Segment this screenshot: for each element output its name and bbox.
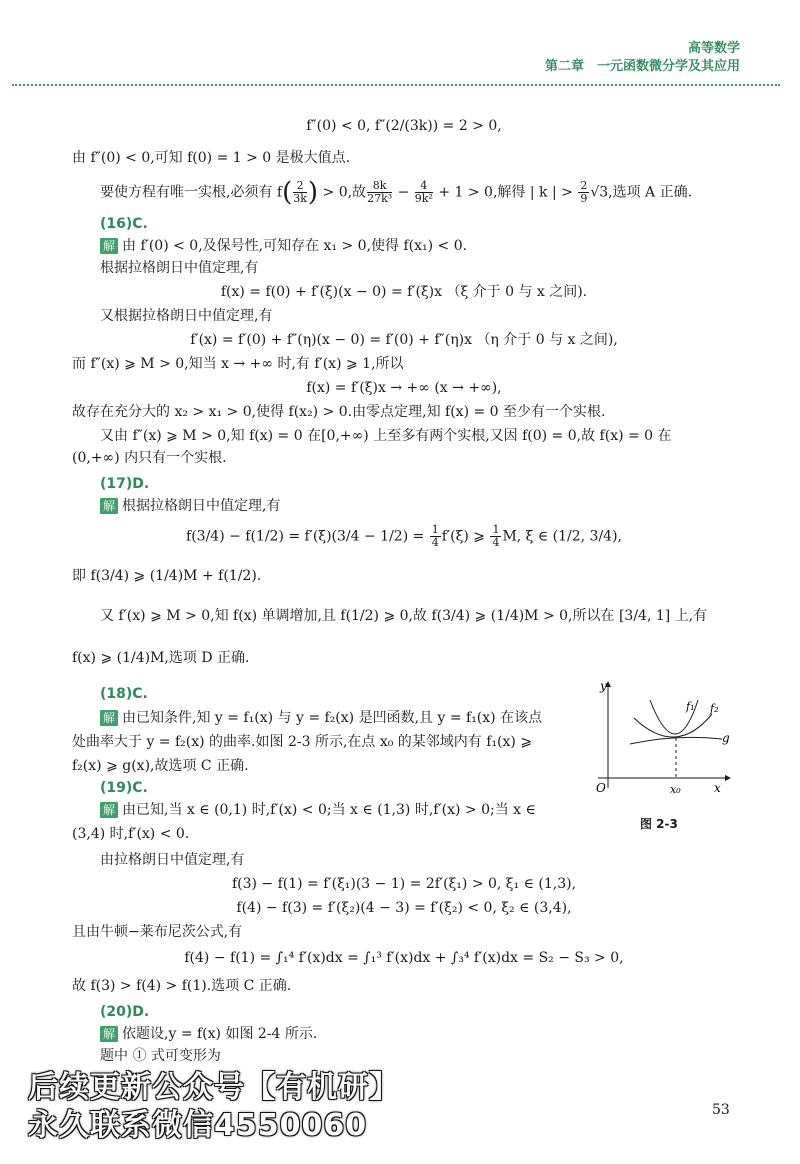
watermark-line-1: 后续更新公众号【有机研】	[28, 1070, 400, 1105]
page-number: 53	[712, 1102, 730, 1118]
g-label: g	[722, 731, 730, 745]
solution-badge: 解	[100, 802, 118, 818]
text-line: 解 根据拉格朗日中值定理,有	[100, 496, 280, 516]
text-line: 故 f(3) > f(4) > f(1).选项 C 正确.	[72, 978, 292, 994]
x0-label: x₀	[670, 783, 681, 796]
text-part: √3,选项 A 正确.	[590, 184, 693, 201]
fraction: $\frac{2}{9}$	[580, 179, 588, 205]
text-line: 解 由已知,当 x ∈ (0,1) 时,f′(x) < 0;当 x ∈ (1,3) 时,f′(x) > 0;当 x ∈	[100, 800, 536, 820]
solution-badge: 解	[100, 238, 118, 254]
text-line: 题中 ① 式可变形为	[100, 1048, 221, 1064]
text-line: 由 f″(0) < 0,可知 f(0) = 1 > 0 是极大值点.	[72, 150, 351, 166]
text-line: 故存在充分大的 x₂ > x₁ > 0,使得 f(x₂) > 0.由零点定理,知 f(x) = 0 至少有一个实根.	[72, 404, 606, 420]
formula-line: f(x) = f(0) + f′(ξ)(x − 0) = f′(ξ)x （ξ 介于 0 与 x 之间).	[220, 284, 588, 300]
text-line: (0,+∞) 内只有一个实根.	[72, 450, 227, 466]
text-line: 又 f′(x) ⩾ M > 0,知 f(x) 单调增加,且 f(1/2) ⩾ 0,故 f(3/4) ⩾ (1/4)M > 0,所以在 [3/4, 1] 上,有	[100, 608, 708, 624]
formula-line: f(3/4) − f(1/2) = f′(ξ)(3/4 − 1/2) = $\frac{1}{4}$ f′(ξ) ⩾ $\frac{1}{4}$ M, ξ ∈ (1/2, 3/4),	[186, 523, 622, 549]
text-line: (3,4) 时,f′(x) < 0.	[72, 826, 190, 842]
formula-line: f(3) − f(1) = f′(ξ₁)(3 − 1) = 2f′(ξ₁) > 0, ξ₁ ∈ (1,3),	[231, 876, 577, 892]
text-line: 根据拉格朗日中值定理,有	[100, 260, 259, 276]
text-line: 又根据拉格朗日中值定理,有	[100, 308, 273, 324]
text-line: 解 依题设,y = f(x) 如图 2-4 所示.	[100, 1024, 317, 1044]
solution-badge: 解	[100, 710, 118, 726]
text-line: 又由 f″(x) ⩾ M > 0,知 f(x) = 0 在[0,+∞) 上至多有两个实根,又因 f(0) = 0,故 f(x) = 0 在	[100, 428, 672, 444]
text-line: 且由牛顿−莱布尼茨公式,有	[72, 924, 243, 940]
formula-line: f″(0) < 0, f″(2/(3k)) = 2 > 0,	[306, 118, 502, 134]
fraction: $\frac{8k}{\text{27k³}}$	[367, 179, 393, 205]
text-line: f(x) ⩾ (1/4)M,选项 D 正确.	[72, 650, 250, 666]
origin-label: O	[596, 781, 606, 795]
formula-line: f(x) = f′(ξ)x → +∞ (x → +∞),	[306, 380, 502, 396]
text-part: > 0,故	[318, 184, 367, 201]
solution-badge: 解	[100, 1026, 118, 1042]
question-number: (16)C.	[100, 216, 148, 232]
solution-badge: 解	[100, 498, 118, 514]
text-line: 解 由 f′(0) < 0,及保号性,可知存在 x₁ > 0,使得 f(x₁) < 0.	[100, 236, 467, 256]
figure-2-3	[588, 676, 738, 826]
question-number: (17)D.	[100, 476, 150, 492]
f1-label: f₁	[686, 700, 695, 713]
watermark-line-2: 永久联系微信4550060	[28, 1108, 368, 1143]
text-line: 由拉格朗日中值定理,有	[100, 852, 245, 868]
formula-line: f′(x) = f′(0) + f″(η)(x − 0) = f′(0) + f″(η)x （η 介于 0 与 x 之间),	[190, 332, 618, 348]
header-divider	[12, 84, 780, 86]
text-line: 而 f″(x) ⩾ M > 0,知当 x → +∞ 时,有 f′(x) ⩾ 1,所以	[72, 356, 404, 372]
text-line: 要使方程有唯一实根,必须有 f( $\frac{2}{3k}$ ) > 0,故 $\frac{8k}{\text{27k³}}$ − $\frac{4}{\text{9k²}}$ + 1 > 0,解得 | k | > $\frac{2}{9}$ √3,选项 A 正确.	[100, 177, 693, 208]
chapter-title: 第二章 一元函数微分学及其应用	[544, 59, 740, 74]
axis-x-label: x	[714, 781, 721, 795]
formula-line: f(4) − f(3) = f′(ξ₂)(4 − 3) = f′(ξ₂) < 0, ξ₂ ∈ (3,4),	[236, 900, 572, 916]
text-line: 解 由已知条件,知 y = f₁(x) 与 y = f₂(x) 是凹函数,且 y = f₁(x) 在该点	[100, 708, 542, 728]
f2-label: f₂	[710, 702, 719, 715]
fraction: $\frac{2}{3k}$	[293, 179, 307, 205]
text-part: + 1 > 0,解得 | k | >	[433, 184, 578, 201]
figure-caption: 图 2-3	[640, 817, 678, 831]
question-number: (19)C.	[100, 780, 148, 796]
axis-y-label: y	[600, 679, 607, 693]
book-title: 高等数学	[687, 41, 740, 56]
text-line: f₂(x) ⩾ g(x),故选项 C 正确.	[72, 758, 249, 774]
text-line: 处曲率大于 y = f₂(x) 的曲率.如图 2-3 所示,在点 x₀ 的某邻域内有 f₁(x) ⩾	[72, 734, 533, 750]
text-part: 要使方程有唯一实根,必须有 f	[100, 184, 283, 201]
running-header	[545, 40, 740, 76]
text-line: 即 f(3/4) ⩾ (1/4)M + f(1/2).	[72, 568, 262, 584]
question-number: (18)C.	[100, 686, 148, 702]
formula-line: f(4) − f(1) = ∫₁⁴ f′(x)dx = ∫₁³ f′(x)dx + ∫₃⁴ f′(x)dx = S₂ − S₃ > 0,	[184, 950, 624, 966]
fraction: $\frac{4}{\text{9k²}}$	[414, 179, 433, 205]
question-number: (20)D.	[100, 1004, 150, 1020]
